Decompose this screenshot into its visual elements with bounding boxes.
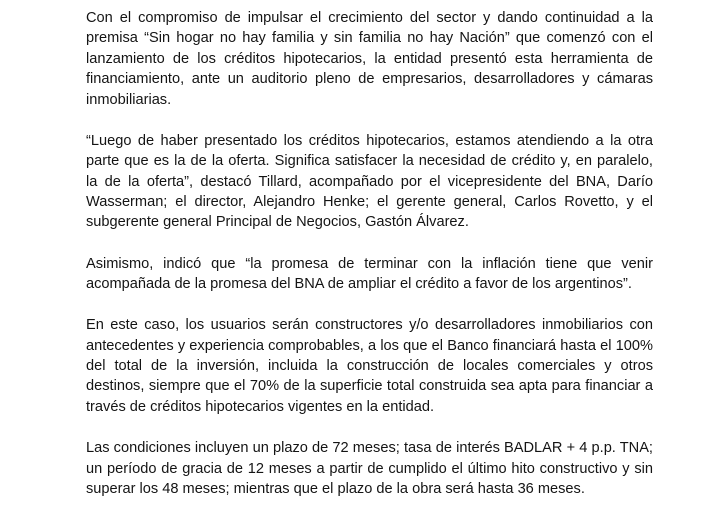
paragraph-5: Las condiciones incluyen un plazo de 72 meses; tasa de interés BADLAR + 4 p.p. TNA; un período de gracia de 12 meses a partir de cumplido el último hito constructivo y sin superar los 48 meses; mientras que el plazo de la obra será hasta 36 meses. [86,440,653,497]
paragraph-2: “Luego de haber presentado los créditos hipotecarios, estamos atendiendo a la otra parte que es la de la oferta. Significa satisfacer la necesidad de crédito y, en paralelo, la de la oferta”, destacó Tillard, acompañado por el vicepresidente del BNA, Darío Wasserman; el director, Alejandro Henke; el gerente general, Carlos Rovetto, y el subgerente general Principal de Negocios, Gastón Álvarez. [86,132,653,231]
document-body [86,8,653,520]
paragraph-3: Asimismo, indicó que “la promesa de terminar con la inflación tiene que venir acompañada de la promesa del BNA de ampliar el crédito a favor de los argentinos”. [86,255,653,293]
paragraph-4: En este caso, los usuarios serán constructores y/o desarrolladores inmobiliarios con antecedentes y experiencia comprobables, a los que el Banco financiará hasta el 100% del total de la inversión, incluida la construcción de locales comerciales y otros destinos, siempre que el 70% de la superficie total construida sea apta para financiar a través de créditos hipotecarios vigentes en la entidad. [86,317,653,415]
paragraph-1: Con el compromiso de impulsar el crecimiento del sector y dando continuidad a la premisa “Sin hogar no hay familia y sin familia no hay Nación” que comenzó con el lanzamiento de los créditos hipotecarios, la entidad presentó esta herramienta de financiamiento, ante un auditorio pleno de empresarios, desarrolladores y cámaras inmobiliarias. [86,10,653,108]
